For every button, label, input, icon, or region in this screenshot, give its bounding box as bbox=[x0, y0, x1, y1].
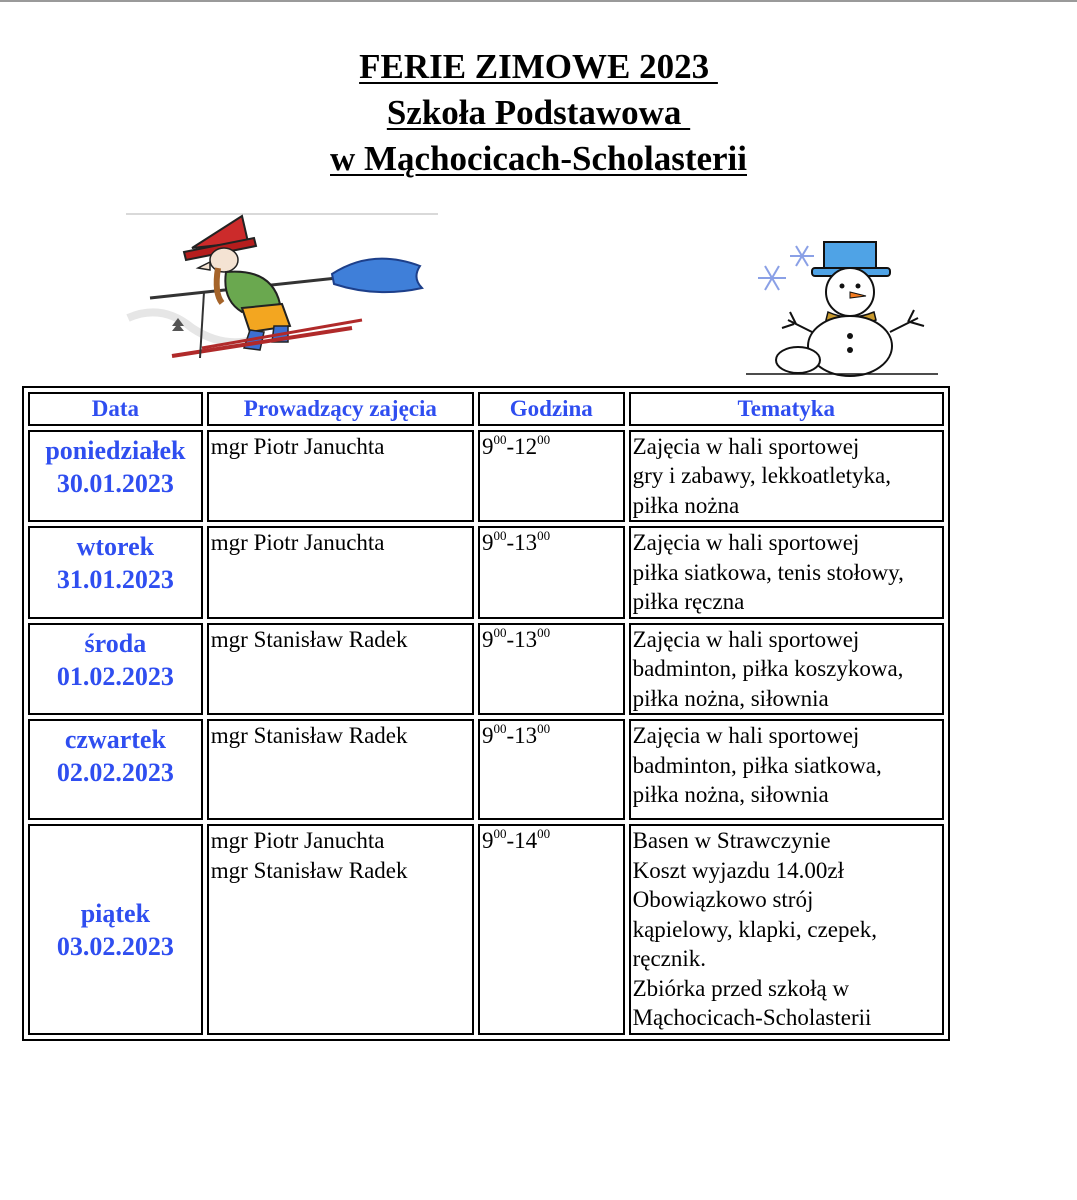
leader-name: mgr Stanisław Radek bbox=[210, 857, 408, 883]
date-value: 03.02.2023 bbox=[56, 932, 174, 962]
table-row bbox=[28, 719, 944, 820]
topic-cell: Zajęcia w hali sportowej badminton, piłka siatkowa, piłka nożna, siłownia bbox=[629, 719, 944, 820]
leader-cell bbox=[207, 526, 474, 619]
table-header-row bbox=[28, 392, 944, 426]
title-line-1: FERIE ZIMOWE 2023 bbox=[359, 47, 718, 86]
date-value: 30.01.2023 bbox=[56, 468, 174, 498]
table-row bbox=[28, 430, 944, 523]
witch-on-skis-icon bbox=[122, 208, 442, 363]
leader-name: mgr Stanisław Radek bbox=[210, 626, 408, 652]
day-name: środa bbox=[84, 628, 147, 658]
table-row bbox=[28, 526, 944, 619]
leader-name: mgr Piotr Januchta bbox=[210, 433, 385, 459]
leader-cell bbox=[207, 623, 474, 716]
time-cell: $9^{00}-13^{00}$ bbox=[478, 623, 625, 716]
schedule-table bbox=[22, 386, 950, 1041]
time-cell: $9^{00}-13^{00}$ bbox=[478, 719, 625, 820]
day-name: piątek bbox=[80, 899, 151, 929]
leader-name: mgr Stanisław Radek bbox=[210, 723, 408, 748]
page-top-border bbox=[0, 0, 1077, 2]
day-name: wtorek bbox=[76, 532, 155, 561]
leader-cell bbox=[207, 719, 474, 820]
leader-name: mgr Piotr Januchta bbox=[210, 828, 385, 853]
time-cell: $9^{00}-12^{00}$ bbox=[478, 430, 625, 523]
header-leader: Prowadzący zajęcia bbox=[207, 392, 474, 426]
topic-cell: Zajęcia w hali sportowej gry i zabawy, lekkoatletyka, piłka nożna bbox=[629, 430, 944, 523]
date-cell bbox=[28, 526, 203, 619]
leader-name: mgr Piotr Januchta bbox=[210, 530, 385, 555]
header-topic: Tematyka bbox=[629, 392, 944, 426]
topic-cell: Basen w Strawczynie Koszt wyjazdu 14.00zł Obowiązkowo strój kąpielowy, klapki, czepek, ręcznik. Zbiórka przed szkołą w Mąchocicach-Scholasterii bbox=[629, 824, 944, 1035]
snowman-icon bbox=[742, 236, 942, 378]
table-row bbox=[28, 623, 944, 716]
leader-cell bbox=[207, 430, 474, 523]
day-name: czwartek bbox=[64, 725, 166, 754]
date-cell bbox=[28, 430, 203, 523]
header-date: Data bbox=[28, 392, 203, 426]
date-value: 02.02.2023 bbox=[56, 758, 174, 787]
leader-cell bbox=[207, 824, 474, 1035]
day-name: poniedziałek bbox=[45, 435, 186, 465]
date-value: 01.02.2023 bbox=[56, 661, 174, 691]
title-line-2: Szkoła Podstawowa bbox=[386, 93, 691, 132]
date-cell bbox=[28, 719, 203, 820]
topic-cell: Zajęcia w hali sportowej piłka siatkowa, tenis stołowy, piłka ręczna bbox=[629, 526, 944, 619]
table-row bbox=[28, 824, 944, 1035]
page-title bbox=[0, 44, 1077, 182]
date-value: 31.01.2023 bbox=[56, 565, 174, 594]
title-line-3: w Mąchocicach-Scholasterii bbox=[330, 139, 747, 178]
time-cell: $9^{00}-14^{00}$ bbox=[478, 824, 625, 1035]
date-cell bbox=[28, 623, 203, 716]
time-cell: $9^{00}-13^{00}$ bbox=[478, 526, 625, 619]
header-time: Godzina bbox=[478, 392, 625, 426]
date-cell bbox=[28, 824, 203, 1035]
topic-cell: Zajęcia w hali sportowej badminton, piłka koszykowa, piłka nożna, siłownia bbox=[629, 623, 944, 716]
